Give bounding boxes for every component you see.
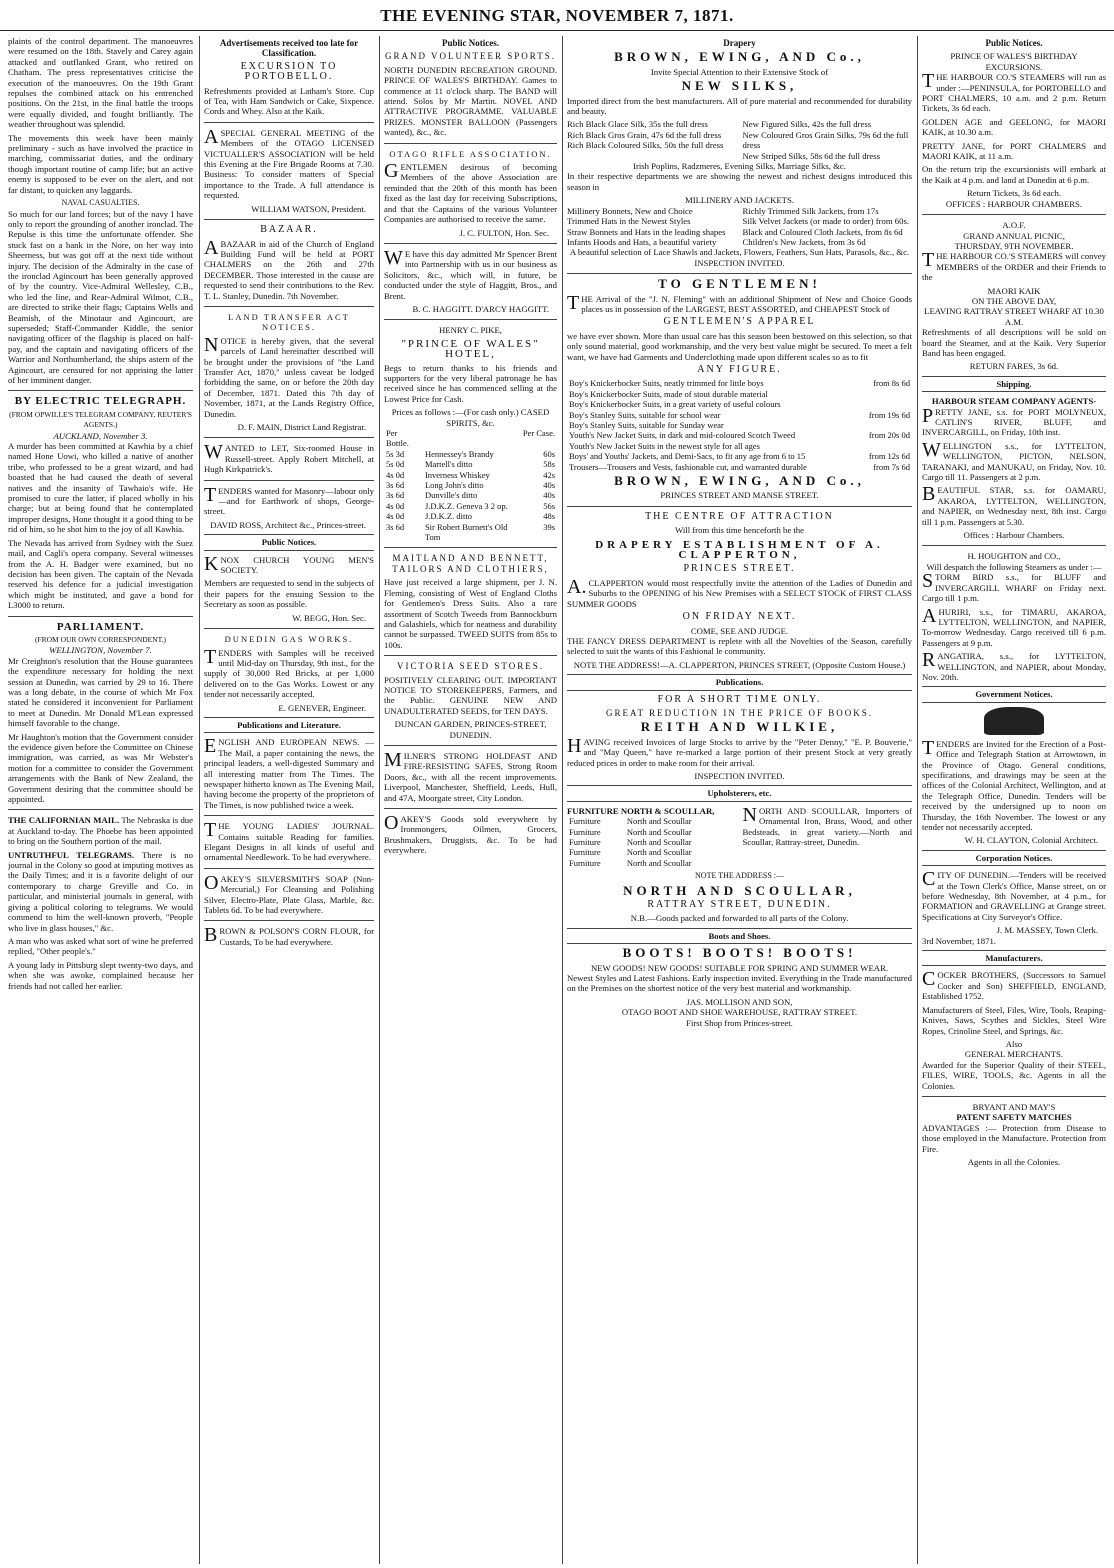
- item-cell: Boy's Stanley Suits, suitable for Sunday wear: [569, 420, 724, 430]
- ad-subtitle: COME, SEE AND JUDGE.: [690, 625, 789, 636]
- ad-text: Newest Styles and Latest Fashions. Early inspection invited. Everything in the Trade manufactured on the Premises on the shortest notice of the very best material and workmanship.: [567, 973, 912, 994]
- divider: [922, 1096, 1106, 1097]
- ad-text: First Shop from Princes-street.: [686, 1017, 793, 1028]
- article-paragraph: A murder has been committed at Kawhia by a chief named Hone Uowi, who killed a native of another tribe, who professed to be a great wizard, and had boasted that he had caused the death of several natives and the insanity of Tawhaio's wife. He promised to cure the latter, if placed wholly in his charge; but at being found that he contemplated improper designs, Hone thought it a good thing to be rid of him, so he shot him to the joy of all Kawhia.: [8, 441, 193, 535]
- article-paragraph: Mr Haughton's motion that the Government consider the evidence given before the Committee on Chinese immigration, was carried, as was Mr Webster's motion for a committee to consider the Government arrangements with the Bank of New Zealand, the Government desiring that the committee should be appointed.: [8, 731, 193, 805]
- ad-title: TO GENTLEMEN!: [658, 276, 821, 292]
- price-cell: from 7s 6d: [873, 461, 910, 472]
- ad-text: CITY OF DUNEDIN.—Tenders will be received at the Town Clerk's Office, Manse street, on or before Wednesday, 8th November, at 4 p.m., for FORMATION and GRAVELLING at Grange street. Specifications at City Surveyor's Office.: [922, 868, 1106, 922]
- ad-title: GRAND VOLUNTEER SPORTS.: [384, 51, 557, 62]
- article-paragraph: A young lady in Pittsburg slept twenty-two days, and when she was awoke, complained because her friends had not called her earlier.: [8, 959, 193, 991]
- ad-title: HARBOUR STEAM COMPANY AGENTS-: [931, 396, 1097, 407]
- ad-title: GRAND ANNUAL PICNIC,: [963, 230, 1065, 241]
- price-cell: from 12s 6d: [868, 451, 910, 462]
- item-cell: Furniture: [569, 826, 601, 837]
- divider: [922, 214, 1106, 215]
- divider: [384, 243, 557, 244]
- ad-text: THE YOUNG LADIES' JOURNAL. Contains suitable Reading for families. Elegant Designs in all kinds of useful and ornamental Needlework. To be had everywhere.: [204, 819, 374, 863]
- ad-title: OTAGO RIFLE ASSOCIATION.: [389, 148, 552, 159]
- ad-text: ENGLISH AND EUROPEAN NEWS. — The Mail, a paper containing the news, the principal leaders, a well-digested Summary and all interesting matter from The Times. The newspaper hitherto known as The Evening Mail, having become the property of the proprietors of The Times, is now published twice a week.: [204, 735, 374, 810]
- category-heading: Public Notices.: [204, 534, 374, 550]
- price-row: [384, 449, 557, 459]
- section-title: PARLIAMENT.: [56, 620, 145, 633]
- list-item: Infants Hoods and Hats, a beautiful variety: [567, 236, 717, 247]
- list-item: Silk Velvet Jackets (or made to order) from 60s.: [742, 216, 910, 227]
- price-row: [384, 490, 557, 500]
- ad-title: A.O.F.: [1002, 220, 1026, 231]
- divider: [204, 480, 374, 481]
- ad-text: GOLDEN AGE and GEELONG, for MAORI KAIK, at 10.30 a.m.: [922, 116, 1106, 138]
- ad-text: ADVANTAGES :— Protection from Disease to those employed in the Manufacture. Protection from Fire.: [922, 1122, 1106, 1154]
- price-cell: 60s: [543, 448, 555, 459]
- ad-text: POSITIVELY CLEARING OUT. IMPORTANT NOTICE TO STOREKEEPERS, Farmers, and the Public. GENUINE NEW AND UNADULTERATED SEEDS, for TEN DAYS.: [384, 674, 557, 716]
- price-row: [384, 480, 557, 490]
- divider: [204, 219, 374, 220]
- ad-text: THE FANCY DRESS DEPARTMENT is replete with all the Novelties of the Season, carefully selected to suit the wants of this Fashional le community.: [567, 635, 912, 657]
- list-item: Rich Black Coloured Silks, 50s the full dress: [567, 140, 724, 151]
- article-paragraph: A man who was asked what sort of wine he preferred replied, "Other people's.": [8, 935, 193, 957]
- list-item: New Coloured Gros Grain Silks, 79s 6d the full dress: [742, 129, 909, 151]
- item-cell: Furniture: [569, 857, 601, 868]
- ad-title: NORTH AND SCOULLAR,: [623, 882, 856, 898]
- royal-crest-icon: [984, 707, 1044, 735]
- price-list: [384, 428, 557, 542]
- divider: [384, 547, 557, 548]
- item-cell: Hennessey's Brandy: [424, 448, 494, 459]
- article-paragraph: [8, 850, 193, 933]
- section-title: BY ELECTRIC TELEGRAPH.: [14, 395, 187, 408]
- column-header: Advertisements received too late for Classification.: [219, 38, 359, 59]
- price-cell: 3s 6d: [386, 490, 405, 501]
- divider: [204, 122, 374, 123]
- column-rule: [379, 36, 380, 1564]
- category-heading: Government Notices.: [922, 686, 1106, 702]
- suit-price-list: [567, 378, 912, 472]
- divider: [204, 628, 374, 629]
- furniture-ad: [567, 803, 912, 868]
- ad-subtitle: ON THE ABOVE DAY,: [971, 295, 1057, 306]
- suit-row: [567, 410, 912, 420]
- ad-subtitle: THURSDAY, 9TH NOVEMBER.: [954, 240, 1074, 251]
- ad-text: BROWN & POLSON'S CORN FLOUR, for Custards, To be had everywhere.: [204, 924, 374, 947]
- ad-title: BROWN, EWING, AND Co.,: [614, 473, 865, 489]
- ad-text: MILNER'S STRONG HOLDFAST AND FIRE-RESISTING SAFES, Strong Room Doors, &c., with all the recent improvements. Liverpool, Manchester, Sheffield, Leeds, Hull, and 47A, Moorgate street, City London.: [384, 748, 557, 803]
- ad-subtitle: ANY FIGURE.: [697, 363, 782, 375]
- ad-title: REITH AND WILKIE,: [640, 719, 839, 735]
- signature: D. F. MAIN, District Land Registrar.: [237, 422, 366, 432]
- date-line: 3rd November, 1871.: [922, 935, 996, 946]
- ad-title: NEW SILKS,: [681, 78, 798, 94]
- price-cell: 5s 3d: [386, 448, 405, 459]
- ad-text: Will from this time henceforth be the: [675, 525, 804, 536]
- signature: J. M. MASSEY, Town Clerk.: [996, 925, 1098, 936]
- divider: [8, 809, 193, 810]
- price-row: [384, 470, 557, 480]
- category-heading: Shipping.: [922, 376, 1106, 392]
- signature: DUNCAN GARDEN, PRINCES-STREET, DUNEDIN.: [394, 719, 547, 740]
- article-paragraph: The movements this week have been mainly preliminary - such as have involved the practice in marching, commissariat duties, and the ordinary though important routine of camp life; but an active enemy is supposed to be ever on the alert, and not far distant, to quicken any laggards.: [8, 132, 193, 195]
- ad-text: Have just received a large shipment, per J. N. Fleming, consisting of West of England Cloths for Gentlemen's Dress Suits. Also a rare assortment of Scotch Tweeds from Bannockburn and Galashiels, which for neatness and durability cannot be surpassed. TWEED SUITS from 85s to 100s.: [384, 577, 557, 650]
- ad-text: THE HARBOUR CO.'S STEAMERS will run as under :—PENINSULA, for PORTOBELLO and PORT CHALMERS, 10 a.m. and 2 p.m. Return Tickets, 3s 6d each.: [922, 70, 1106, 114]
- category-heading: Boots and Shoes.: [567, 928, 912, 944]
- ad-text: PRETTY JANE, s.s. for PORT MOLYNEUX, CATLIN'S RIVER, BLUFF, and INVERCARGILL, on Friday, 10th inst.: [922, 404, 1106, 438]
- suit-row: [567, 462, 912, 472]
- ad-subtitle: GREAT REDUCTION IN THE PRICE OF BOOKS.: [606, 707, 873, 718]
- item-cell: Boys' and Youths' Jackets, and Demi-Sacs, to fit any age from 6 to 15: [569, 451, 806, 462]
- ad-text: TENDERS wanted for Masonry—labour only—and for Earthwork of shops, George-street.: [204, 483, 374, 517]
- ad-subtitle: PRINCES STREET AND MANSE STREET.: [660, 490, 819, 501]
- ad-text: Refreshments provided at Latham's Store. Cup of Tea, with Ham Sandwich or Cake, Sixpence. Cords and Whey. Also at the Kaik.: [204, 85, 374, 117]
- price-cell: from 8s 6d: [873, 378, 910, 389]
- item-cell: North and Scoullar: [626, 837, 692, 847]
- ad-title: PATENT SAFETY MATCHES: [956, 1112, 1072, 1123]
- price-row: [384, 522, 557, 543]
- price-cell: 56s: [543, 500, 555, 511]
- source-line: (FROM OPWILLE'S TELEGRAM COMPANY, REUTER'S AGENTS.): [9, 409, 192, 430]
- item-cell: Boy's Knickerbocker Suits, neatly trimmed for little boys: [569, 378, 764, 389]
- item-cell: Youth's New Jacket Suits in the newest style for all ages: [569, 440, 760, 451]
- signature: W. BEGG, Hon. Sec.: [292, 612, 366, 623]
- article-paragraph: [8, 815, 193, 846]
- list-row: [567, 827, 737, 837]
- paragraph-text: There is no journal in the Colony so good at imputing motives as the Daily Times; and it is a favorite delight of our contemporary to charge Greville and Co. in particular, and ministerial journals in general, with giving a political coloring to telegrams. We would commend to him the well-known proverb, "People who live in glass houses," &c.: [8, 849, 193, 933]
- dateline: AUCKLAND, November 3.: [53, 430, 148, 441]
- ad-text: WANTED to LET, Six-roomed House in Russell-street. Apply Robert Mitchell, at Hugh Kirkpatrick's.: [204, 441, 374, 475]
- price-cell: 3s 6d: [386, 521, 405, 532]
- paragraph-heading: UNTRUTHFUL TELEGRAMS.: [8, 849, 134, 860]
- column-drapery: [567, 36, 912, 1564]
- suit-row: [567, 420, 912, 430]
- suit-row: [567, 430, 912, 440]
- column-header: Public Notices.: [442, 38, 499, 48]
- category-heading: Publications.: [567, 674, 912, 690]
- list-row: [567, 837, 737, 847]
- list-item: Children's New Jackets, from 3s 6d: [742, 236, 866, 247]
- ad-name: HENRY C. PIKE,: [439, 325, 502, 336]
- divider: [567, 273, 912, 274]
- ad-text: OAKEY'S SILVERSMITH'S SOAP (Non-Mercurial,) For Cleansing and Polishing Silver, Electro-Plate, Plate Glass, Marble, &c. Tablets 6d. To be had everywhere.: [204, 871, 374, 916]
- price-cell: 40s: [543, 490, 555, 501]
- divider: [384, 319, 557, 320]
- ad-subtitle: MILLINERY AND JACKETS.: [685, 195, 794, 206]
- ad-text: ASPECIAL GENERAL MEETING of the Members of the OTAGO LICENSED VICTUALLER'S ASSOCIATION will be held this Evening at the Fire Brigade Rooms at 7.30. Business: To consider matters of Special importance to the Trade. A full attendance is requested.: [204, 125, 374, 201]
- divider: [8, 390, 193, 391]
- ad-text: STORM BIRD s.s., for BLUFF and INVERCARGILL WHARF on Friday next. Cargo till 1 p.m.: [922, 570, 1106, 604]
- item-cell: Dunville's ditto: [424, 490, 478, 501]
- item-cell: Furniture: [569, 837, 601, 847]
- price-row: [384, 501, 557, 511]
- signature: W. H. CLAYTON, Colonial Architect.: [964, 835, 1098, 846]
- divider: [384, 808, 557, 809]
- category-heading: Corporation Notices.: [922, 850, 1106, 866]
- item-cell: North and Scoullar: [626, 816, 692, 827]
- price-cell: 40s: [543, 480, 555, 491]
- item-cell: Furniture: [569, 816, 601, 827]
- item-cell: Inverness Whiskey: [424, 469, 490, 480]
- ad-text: THE Arrival of the "J. N. Fleming" with an additional Shipment of New and Choice Goods places us in possession of the LARGEST, BEST ASSORTED, and CHEAPEST Stock of: [567, 291, 912, 314]
- item-cell: Furniture: [569, 847, 601, 858]
- article-paragraph: Mr Creighton's resolution that the House guarantees the expenditure necessary for holding the next session at Dunedin, was carried by 29 to 16. There was a long debate, in the course of which Mr Fox stated he considered it inconvenient for Parliament to meet at Dunedin. Mr Donald M'Lean expressed himself favorable to the change.: [8, 655, 193, 729]
- ad-title: DUNEDIN GAS WORKS.: [224, 634, 354, 645]
- ad-title: BOOTS! BOOTS! BOOTS!: [622, 945, 857, 961]
- ad-subtitle: OTAGO BOOT AND SHOE WAREHOUSE, RATTRAY STREET.: [621, 1007, 858, 1018]
- suit-row: [567, 378, 912, 388]
- list-item: New Striped Silks, 58s 6d the full dress: [742, 150, 881, 161]
- section-heading: NAVAL CASUALTIES.: [61, 198, 140, 208]
- ad-text: HAVING received Invoices of large Stocks to arrive by the "Peter Denny," "E. P. Bouverie," and "May Queen," have re-marked a large portion of their present Stock at very greatly reduced prices in order to make room for their arrival.: [567, 734, 912, 768]
- ad-subtitle: OFFICES : HARBOUR CHAMBERS.: [945, 198, 1083, 209]
- column-public-notices: [384, 36, 557, 1564]
- price-row: [384, 511, 557, 521]
- item-cell: Sir Robert Burnett's Old Tom: [424, 521, 508, 543]
- category-heading: Publications and Literature.: [204, 717, 374, 733]
- ad-text: ABAZAAR in aid of the Church of England Building Fund will be held at PORT CHALMERS on the 26th and 27th DECEMBER. Those interested in the cause are requested to send their contributions to the Rev. T. L. Stanley, Dunedin. 7th November.: [204, 236, 374, 301]
- ad-subtitle: PRINCES STREET.: [683, 563, 796, 575]
- article-paragraph: The Nevada has arrived from Sydney with the Suez mail, and Cagli's opera company. Several witnesses from the A. H. Badger were examined, but no decision has been given. The captain of the Nevada reserved his defence for a judicial investigation which might be instituted, and gave a bond for L3000 to return.: [8, 537, 193, 611]
- ad-text: OAKEY'S Goods sold everywhere by Ironmongers, Oilmen, Grocers, Brushmakers, Druggists, &c. To be had everywhere.: [384, 812, 557, 856]
- column-news: [8, 36, 193, 1564]
- item-cell: North and Scoullar: [626, 847, 692, 858]
- item-cell: Boy's Knickerbocker Suits, made of stout durable material: [569, 388, 768, 399]
- article-paragraph: plaints of the control department. The manoeuvres were resumed on the 18th. Stavely and Carey again attacked and outflanked Grant, who retired on Chatham. The press representatives criticise the execution of the manoeuvres. On the 19th Grant repulses the combined attack on his entrenched positions. On the 21st, in the final battle the troops were equally divided, and fought brilliantly. The weather throughout was splendid.: [8, 36, 193, 130]
- item-cell: Long John's ditto: [424, 480, 484, 491]
- divider: [922, 545, 1106, 546]
- signature: DAVID ROSS, Architect &c., Princes-street.: [210, 519, 366, 530]
- ad-title: FURNITURE NORTH & SCOULLAR,: [567, 805, 715, 816]
- ad-text: WE have this day admitted Mr Spencer Brent into Partnership with us in our business as Solicitors, &c., which will, in future, be conducted under the style of Haggitt, Bros., and Brent.: [384, 246, 557, 301]
- dateline: WELLINGTON, November 7.: [49, 645, 152, 656]
- signature: E. GENEVER, Engineer.: [278, 702, 366, 713]
- ad-text: A beautiful selection of Lace Shawls and Jackets, Flowers, Feathers, Sun Hats, Parasols, &c., &c.: [569, 247, 910, 258]
- ad-text: NOTE THE ADDRESS :—: [695, 871, 784, 881]
- item-cell: North and Scoullar: [626, 857, 692, 868]
- ad-text: Begs to return thanks to his friends and supporters for the very liberal patronage he has received since he has commenced selling at the Lowest Price for Cash.: [384, 362, 557, 404]
- column-header: Public Notices.: [985, 38, 1043, 48]
- ad-title: EXCURSION TO PORTOBELLO.: [240, 60, 338, 83]
- price-cell: 3s 6d: [386, 480, 405, 491]
- suit-row: [567, 441, 912, 451]
- list-item: Richly Trimmed Silk Jackets, from 17s: [742, 205, 879, 216]
- price-list-header: [384, 428, 557, 449]
- ad-text: RANGATIRA, s.s., for LYTTELTON, WELLINGTON, and NAPIER, about Monday, Nov. 20th.: [922, 649, 1106, 682]
- ad-text: Will despatch the following Steamers as under :—: [926, 561, 1102, 572]
- divider: [384, 655, 557, 656]
- ad-title: KNOX CHURCH YOUNG MEN'S SOCIETY.: [204, 552, 374, 576]
- list-row: [567, 858, 737, 868]
- ad-title: LAND TRANSFER ACT NOTICES.: [228, 311, 350, 333]
- ad-text: NOTICE is hereby given, that the several parcels of Land hereinafter described will be brought under the provisions of "the Land Transfer Act, 1870," unless caveat be lodged forbidding the same, on or before the 20th day of December, 1871. Dated this 7th day of November, 1871, at the Lands Registry Office, Dunedin.: [204, 333, 374, 419]
- divider: [204, 437, 374, 438]
- newspaper-title: THE EVENING STAR, NOVEMBER 7, 1871.: [380, 6, 734, 25]
- ad-title: BROWN, EWING, AND Co.,: [614, 49, 865, 65]
- signature: B. C. HAGGITT. D'ARCY HAGGITT.: [412, 303, 549, 314]
- list-item: Black and Coloured Cloth Jackets, from 8s 6d: [742, 226, 903, 237]
- item-cell: Boy's Stanley Suits, suitable for school wear: [569, 409, 721, 420]
- list-row: [567, 847, 737, 857]
- item-cell: J.D.K.Z. Geneva 3 2 op.: [424, 500, 508, 511]
- suit-row: [567, 451, 912, 461]
- ad-subtitle: FOR A SHORT TIME ONLY.: [657, 693, 822, 705]
- ad-text: Irish Poplins, Radzmeres, Evening Silks, Marriage Silks, &c.: [633, 161, 846, 172]
- ad-text: A.CLAPPERTON would most respectfully invite the attention of the Ladies of Dunedin and Suburbs to the OPENING of his New Premises with a SELECT STOCK of FIRST CLASS SUMMER GOODS: [567, 575, 912, 609]
- ad-title: BAZAAR.: [260, 224, 318, 236]
- price-cell: [858, 441, 912, 451]
- price-cell: 48s: [543, 511, 555, 522]
- list-row: [567, 816, 737, 826]
- item-cell: Youth's New Jacket Suits, in dark and mid-coloured Scotch Tweed: [569, 430, 796, 441]
- paragraph-heading: THE CALIFORNIAN MAIL.: [8, 815, 120, 826]
- list-item: Millinery Bonnets, New and Choice: [567, 205, 693, 216]
- column-header: Drapery: [723, 38, 756, 48]
- price-cell: 5s 0d: [386, 459, 405, 470]
- price-cell: 42s: [543, 469, 555, 480]
- ad-subtitle: NEW GOODS! NEW GOODS! SUITABLE FOR SPRING AND SUMMER WEAR.: [590, 962, 889, 973]
- ad-text: NOTE THE ADDRESS!—A. CLAPPERTON, PRINCES STREET, (Opposite Custom House.): [573, 659, 906, 670]
- paragraph-text: The Nebraska is due at Auckland to-day. The Phoebe has been appointed to bring on the Southern portion of the mail.: [8, 815, 193, 847]
- ad-subtitle: JAS. MOLLISON AND SON,: [686, 996, 793, 1007]
- price-cell: from 20s 0d: [868, 430, 910, 441]
- ad-text: THE HARBOUR CO.'S STEAMERS will convey MEMBERS of the ORDER and their Friends to the: [922, 249, 1106, 283]
- furniture-list: [567, 816, 737, 868]
- price-cell: [858, 389, 912, 399]
- ad-text: N.B.—Goods packed and forwarded to all parts of the Colony.: [630, 913, 849, 924]
- signature: J. C. FULTON, Hon. Sec.: [459, 227, 549, 238]
- divider: [204, 306, 374, 307]
- price-row: [384, 459, 557, 469]
- silk-list: [567, 119, 912, 161]
- item-cell: North and Scoullar: [626, 826, 692, 837]
- list-item: Straw Bonnets and Hats in the leading shapes: [567, 226, 726, 237]
- list-item: Rich Black Gros Grain, 47s 6d the full dress: [567, 129, 722, 140]
- ad-text: In their respective departments we are showing the newest and richest designs introduced this season in: [567, 171, 912, 192]
- ad-title: DRAPERY ESTABLISHMENT OF A. CLAPPERTON,: [595, 538, 884, 562]
- price-cell: [858, 420, 912, 430]
- divider: [204, 868, 374, 869]
- ad-text: Refreshments of all descriptions will be sold on board the Steamer, and at the Kaik. Very Superior Band has been engaged.: [922, 327, 1106, 358]
- ad-title: PRINCE OF WALES'S BIRTHDAY EXCURSIONS.: [950, 51, 1078, 72]
- masthead: [0, 0, 1114, 31]
- ad-text: TENDERS are Invited for the Erection of a Post-Office and Telegraph Station at Arrowtown, in the Province of Otago. General conditions, specifications, and drawings may be seen at the offices of the Colonial Architect, Wellington, and at the Telegraph Office, Dunedin. Tenders will be received by the undersigned up to noon on Thursday, the 16th November. The lowest or any tender not necessarily accepted.: [922, 736, 1106, 832]
- millinery-list: [567, 206, 912, 248]
- suit-row: [567, 399, 912, 409]
- ad-text: INSPECTION INVITED.: [694, 770, 785, 781]
- ad-subtitle: GENERAL MERCHANTS.: [964, 1049, 1064, 1060]
- column-late-ads: [204, 36, 374, 1564]
- column-rule: [917, 36, 918, 1564]
- category-heading: Upholsterers, etc.: [567, 785, 912, 801]
- list-item: New Figured Silks, 42s the full dress: [742, 119, 872, 130]
- ad-text: On the return trip the excursionists will embark at the Kaik at 4 p.m. and land at Dunedin at 6 p.m.: [922, 164, 1106, 185]
- ad-text: GENTLEMEN desirous of becoming Members of the above Association are reminded that the 20th of this month has been fixed as the last day for receiving Subscriptions, and that the Captains of the various Volunteer Companies are authorised to receive the same.: [384, 160, 557, 225]
- divider: [384, 745, 557, 746]
- suit-row: [567, 389, 912, 399]
- divider: [384, 143, 557, 144]
- ad-text: TENDERS with Samples will be received until Mid-day on Thursday, 9th inst., for the supply of 30,000 Red Bricks, at per 1,000 delivered on to the Gas Works. Lowest or any tender not necessarily accepted.: [204, 645, 374, 700]
- list-item: Rich Black Glace Silk, 35s the full dress: [567, 119, 708, 130]
- ad-text: AHURIRI, s.s., for TIMARU, AKAROA, LYTTELTON, WELLINGTON, and NAPIER, To-morrow Wednesday. Cargo received till 6 p.m. Passengers at 9 p.m.: [922, 604, 1106, 648]
- source-line: (FROM OUR OWN CORRESPONDENT.): [34, 634, 167, 644]
- column-shipping: [922, 36, 1106, 1564]
- ad-text: INSPECTION INVITED.: [694, 257, 785, 268]
- ad-text: Offices : Harbour Chambers.: [963, 530, 1065, 541]
- divider: [8, 616, 193, 617]
- price-cell: 39s: [543, 521, 555, 532]
- header-cell: [423, 428, 521, 449]
- item-cell: Trousers—Trousers and Vests, fashionable cut, and warranted durable: [569, 461, 807, 472]
- item-cell: Boy's Knickerbocker Suits, in a great variety of useful colours: [569, 399, 781, 410]
- price-cell: 58s: [543, 459, 555, 470]
- price-cell: 4s 0d: [386, 511, 405, 522]
- ad-title: BRYANT AND MAY'S: [972, 1101, 1056, 1112]
- price-heading: Prices as follows :—(For cash only.) CASED SPIRITS, &c.: [391, 407, 550, 428]
- divider: [204, 815, 374, 816]
- ad-title: "PRINCE OF WALES" HOTEL,: [401, 337, 540, 361]
- ad-text: NORTH DUNEDIN RECREATION GROUND. PRINCE OF WALES'S BIRTHDAY. Games to commence at 11 o'clock sharp. The BAND will attend. Solos by Mr Martin. NOVEL AND ATTRACTIVE PROGRAMME. VALUABLE PRIZES. MONSTER BALLOON (Passengers wanted), &c., &c.: [384, 64, 557, 138]
- signature: WILLIAM WATSON, President.: [251, 203, 366, 214]
- ad-text: NORTH AND SCOULLAR, Importers of Ornamental Iron, Brass, Wood, and other Bedsteads, in great variety.—North and Scoullar, Rattray-street, Dunedin.: [742, 803, 912, 847]
- ad-title: MAITLAND AND BENNETT, TAILORS AND CLOTHIERS,: [392, 553, 549, 574]
- ad-text: Members are requested to send in the subjects of their papers for the ensuing Session to the Secretary as soon as possible.: [204, 578, 374, 610]
- ad-subtitle: ON FRIDAY NEXT.: [682, 611, 797, 623]
- price-cell: from 19s 6d: [868, 409, 910, 420]
- divider: [204, 920, 374, 921]
- ad-text: WELLINGTON s.s., for LYTTELTON, WELLINGTON, PICTON, NELSON, TARANAKI, and MANUKAU, on Friday, Nov. 10. Cargo till 11. Passengers at 2 p.m.: [922, 438, 1106, 483]
- ad-title: H. HOUGHTON and CO.,: [967, 551, 1061, 562]
- ad-subtitle: THE CENTRE OF ATTRACTION: [645, 510, 834, 522]
- ad-text: Awarded for the Superior Quality of their STEEL, FILES, WIRE, TOOLS, &c. Agents in all the Colonies.: [922, 1059, 1106, 1091]
- ad-text: Imported direct from the best manufacturers. All of pure material and recommended for durability and beauty.: [567, 95, 912, 117]
- ad-text: we have ever shown. More than usual care has this season been bestowed on this selection, so that only sound material, good workmanship, and the very best value might be secured. To meet a felt want, we have had Garments and Underclothing made upon different scales so as to fit: [567, 330, 912, 362]
- ad-text: Return Tickets, 3s 6d each.: [966, 188, 1062, 199]
- ad-subtitle: RETURN FARES, 3s 6d.: [969, 361, 1059, 372]
- ad-title: COCKER BROTHERS, (Successors to Samuel Cocker and Son) SHEFFIELD, ENGLAND, Established 1752.: [922, 968, 1106, 1002]
- column-rule: [199, 36, 200, 1564]
- ad-text: Agents in all the Colonies.: [967, 1156, 1061, 1167]
- header-cell: Per Bottle.: [386, 428, 409, 449]
- price-cell: 4s 0d: [386, 469, 405, 480]
- ad-text: PRETTY JANE, for PORT CHALMERS and MAORI KAIK, at 11 a.m.: [922, 140, 1106, 162]
- ad-subtitle: MAORI KAIK: [987, 285, 1041, 296]
- price-cell: [858, 399, 912, 409]
- divider: [567, 506, 912, 507]
- ad-text: BEAUTIFUL STAR, s.s. for OAMARU, AKAROA, LYTTELTON, WELLINGTON, and NAPIER, on Wednesday next, 8th inst. Cargo till 1 p.m. Passengers at 5.30.: [922, 483, 1106, 527]
- ad-title: VICTORIA SEED STORES.: [397, 661, 544, 672]
- item-cell: Martell's ditto: [424, 459, 473, 470]
- price-cell: 4s 0d: [386, 500, 405, 511]
- ad-text: Manufacturers of Steel, Files, Wire, Tools, Reaping-Knives, Saws, Scythes and Sickles, Steel Wire Ropes, Crinoline Steel, and Springs, &c.: [922, 1004, 1106, 1036]
- ad-subtitle: LEAVING RATTRAY STREET WHARF AT 10.30 A.M.: [924, 306, 1104, 327]
- item-cell: J.D.K.Z. ditto: [424, 511, 472, 522]
- column-rule: [562, 36, 563, 1564]
- ad-subtitle: RATTRAY STREET, DUNEDIN.: [647, 899, 832, 911]
- ad-subtitle: GENTLEMEN'S APPAREL: [663, 316, 816, 328]
- list-item: Trimmed Hats in the Newest Styles: [567, 216, 691, 227]
- ad-text: Also: [1005, 1038, 1023, 1049]
- ad-text: Invite Special Attention to their Extensive Stock of: [650, 66, 829, 77]
- article-paragraph: So much for our land forces; but of the navy I have only to report the grounding of another ironclad. The Repulse is this time the unfortunate offender. She stuck fast on a bank in the Nore, on her way into Sheerness, but was got off at the next tide without injury. The decision of the Admiralty in the case of the ironclad Agincourt has been generally approved of by the country. Vice-Admiral Wellesley, C.B., who led the line, and Rear-Admiral Wilmot, C.B., are directed to strike their flags; Captains Wells and Beamish, of the Minotaur and Agincourt, are superseded; Staff-Commander Kiddle, the senior navigating officer of the flagship is placed on half-pay, and the captain and navigating officers of the Warrior and Northumberland, the ships astern of the Agincourt, are censured for not apprising the latter of her imminent danger.: [8, 208, 193, 385]
- header-cell: Per Case.: [522, 428, 555, 438]
- category-heading: Manufacturers.: [922, 950, 1106, 966]
